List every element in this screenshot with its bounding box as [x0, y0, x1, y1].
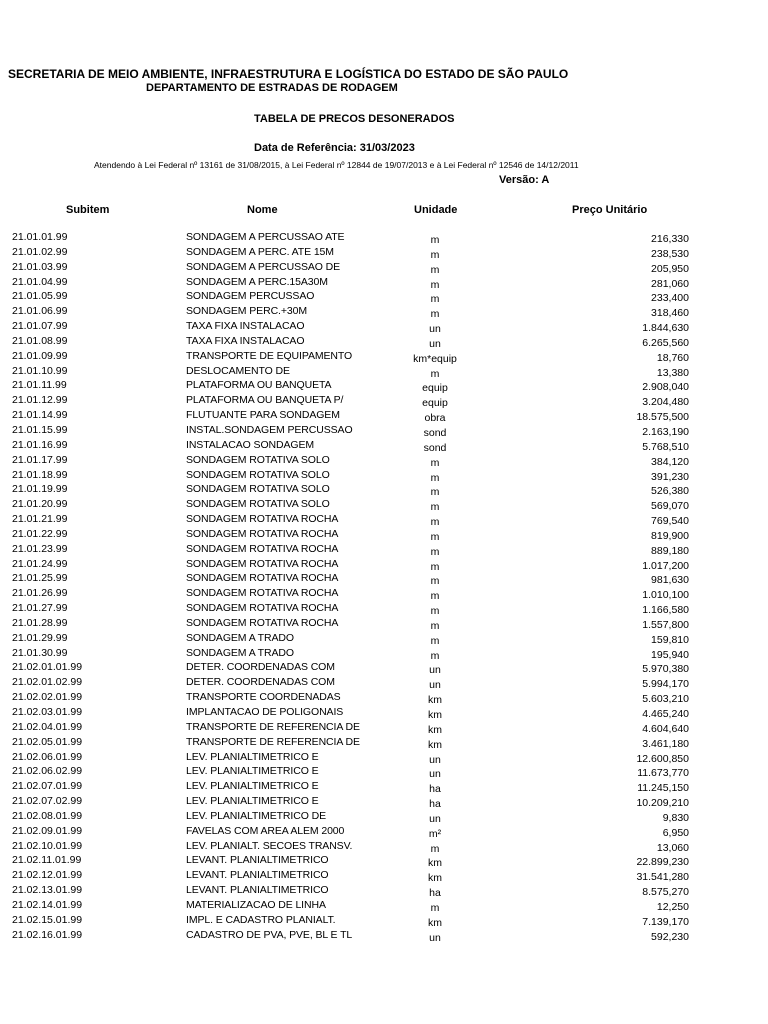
subitem-cell: 21.01.19.99	[12, 483, 68, 496]
nome-cell: TRANSPORTE DE EQUIPAMENTO	[186, 349, 353, 362]
unidade-cell: km	[428, 872, 442, 885]
subitem-cell: 21.01.12.99	[12, 394, 68, 407]
preco-cell: 233,400	[651, 292, 689, 305]
subitem-cell: 21.01.08.99	[12, 334, 68, 347]
table-row	[0, 631, 768, 646]
nome-cell: LEVANT. PLANIALTIMETRICO	[186, 884, 329, 897]
table-row	[0, 839, 768, 854]
table-row	[0, 304, 768, 319]
preco-cell: 384,120	[651, 455, 689, 468]
subitem-cell: 21.01.18.99	[12, 468, 68, 481]
subitem-cell: 21.01.20.99	[12, 498, 68, 511]
preco-cell: 5.970,380	[642, 663, 689, 676]
nome-cell: IMPLANTACAO DE POLIGONAIS	[186, 706, 344, 718]
unidade-cell: un	[429, 768, 441, 781]
unidade-cell: km	[428, 916, 442, 929]
nome-cell: TRANSPORTE COORDENADAS	[186, 691, 341, 704]
unidade-cell: m	[430, 263, 440, 276]
subitem-cell: 21.02.07.02.99	[12, 795, 83, 808]
subitem-cell: 21.01.16.99	[12, 438, 68, 451]
nome-cell: SONDAGEM A PERCUSSAO ATE	[186, 231, 345, 243]
nome-cell: SONDAGEM ROTATIVA SOLO	[186, 483, 330, 496]
table-row	[0, 913, 768, 928]
nome-cell: LEVANT. PLANIALTIMETRICO	[186, 869, 329, 882]
nome-cell: LEV. PLANIALTIMETRICO E	[186, 750, 319, 763]
nome-cell: LEV. PLANIALTIMETRICO E	[186, 780, 319, 793]
unidade-cell: km	[428, 694, 442, 707]
table-row	[0, 468, 768, 483]
table-row	[0, 883, 768, 898]
subitem-cell: 21.02.12.01.99	[12, 869, 83, 882]
table-row	[0, 646, 768, 661]
nome-cell: DESLOCAMENTO DE	[186, 364, 290, 377]
subitem-cell: 21.01.02.99	[12, 245, 68, 258]
table-row	[0, 764, 768, 779]
subitem-cell: 21.02.06.02.99	[12, 765, 83, 778]
nome-cell: TAXA FIXA INSTALACAO	[186, 334, 305, 347]
unidade-cell: ha	[429, 887, 441, 900]
unidade-cell: m	[430, 605, 440, 618]
preco-cell: 22.899,230	[636, 856, 689, 869]
organization-title: SECRETARIA DE MEIO AMBIENTE, INFRAESTRUTURA E LOGÍSTICA DO ESTADO DE SÃO PAULO	[8, 67, 569, 81]
subitem-cell: 21.02.14.01.99	[12, 898, 83, 911]
table-title: TABELA DE PRECOS DESONERADOS	[254, 113, 455, 125]
table-row	[0, 245, 768, 260]
nome-cell: INSTALACAO SONDAGEM	[186, 438, 315, 451]
table-row	[0, 720, 768, 735]
nome-cell: FAVELAS COM AREA ALEM 2000	[186, 824, 345, 837]
unidade-cell: km	[428, 857, 442, 870]
subitem-cell: 21.01.04.99	[12, 275, 68, 288]
nome-cell: SONDAGEM ROTATIVA ROCHA	[186, 616, 339, 629]
table-row	[0, 319, 768, 334]
preco-cell: 2.908,040	[642, 381, 689, 394]
nome-cell: PLATAFORMA OU BANQUETA	[186, 379, 332, 392]
preco-cell: 1.017,200	[642, 559, 689, 572]
subitem-cell: 21.02.07.01.99	[12, 780, 83, 793]
unidade-cell: m	[430, 619, 440, 632]
preco-cell: 216,330	[651, 233, 689, 245]
subitem-cell: 21.01.23.99	[12, 542, 68, 555]
nome-cell: SONDAGEM A PERC. ATE 15M	[186, 245, 334, 258]
table-row	[0, 527, 768, 542]
table-row	[0, 586, 768, 601]
table-row	[0, 616, 768, 631]
unidade-cell: km	[428, 723, 442, 736]
subitem-cell: 21.02.13.01.99	[12, 884, 83, 897]
subitem-cell: 21.01.22.99	[12, 527, 68, 540]
nome-cell: TAXA FIXA INSTALACAO	[186, 320, 305, 333]
table-row	[0, 735, 768, 750]
column-header-nome: Nome	[247, 204, 278, 216]
preco-cell: 238,530	[651, 247, 689, 260]
subitem-cell: 21.02.05.01.99	[12, 735, 83, 748]
nome-cell: SONDAGEM PERC.+30M	[186, 305, 308, 318]
subitem-cell: 21.01.28.99	[12, 616, 68, 629]
preco-cell: 13,380	[656, 366, 689, 379]
subitem-cell: 21.02.15.01.99	[12, 913, 83, 926]
unidade-cell: m	[430, 293, 440, 306]
table-row	[0, 660, 768, 675]
unidade-cell: m	[430, 234, 440, 246]
preco-cell: 205,950	[651, 262, 689, 275]
table-row	[0, 705, 768, 720]
preco-cell: 13,060	[656, 841, 689, 854]
preco-cell: 159,810	[651, 633, 689, 646]
version-label: Versão: A	[499, 174, 550, 186]
unidade-cell: m	[430, 634, 440, 647]
table-row	[0, 928, 768, 943]
nome-cell: MATERIALIZACAO DE LINHA	[186, 898, 326, 911]
nome-cell: SONDAGEM ROTATIVA ROCHA	[186, 602, 339, 615]
nome-cell: PLATAFORMA OU BANQUETA P/	[186, 394, 344, 407]
preco-cell: 1.557,800	[642, 618, 689, 631]
table-row	[0, 453, 768, 468]
table-row	[0, 289, 768, 304]
preco-cell: 11.245,150	[637, 782, 689, 795]
table-row	[0, 542, 768, 557]
table-row	[0, 750, 768, 765]
table-row	[0, 393, 768, 408]
nome-cell: SONDAGEM ROTATIVA ROCHA	[186, 527, 339, 540]
subitem-cell: 21.01.09.99	[12, 349, 68, 362]
nome-cell: INSTAL.SONDAGEM PERCUSSAO	[186, 423, 353, 436]
table-row	[0, 868, 768, 883]
preco-cell: 18,760	[656, 351, 689, 364]
unidade-cell: m	[430, 486, 440, 499]
nome-cell: SONDAGEM A PERCUSSAO DE	[186, 260, 341, 273]
nome-cell: SONDAGEM ROTATIVA ROCHA	[186, 557, 339, 570]
subitem-cell: 21.01.05.99	[12, 290, 68, 303]
table-row	[0, 482, 768, 497]
subitem-cell: 21.02.08.01.99	[12, 809, 83, 822]
unidade-cell: m	[430, 471, 440, 484]
unidade-cell: un	[429, 337, 441, 350]
nome-cell: DETER. COORDENADAS COM	[186, 661, 335, 674]
law-note: Atendendo à Lei Federal nº 13161 de 31/08/2015, à Lei Federal nº 12844 de 19/07/2013 e à Lei Federal nº 12546 de 14/12/2011	[94, 160, 579, 170]
department-title: DEPARTAMENTO DE ESTRADAS DE RODAGEM	[146, 82, 398, 94]
table-row	[0, 275, 768, 290]
nome-cell: SONDAGEM A TRADO	[186, 646, 294, 659]
unidade-cell: ha	[429, 783, 441, 796]
unidade-cell: km*equip	[413, 352, 457, 365]
preco-cell: 12,250	[656, 900, 689, 913]
table-row	[0, 675, 768, 690]
table-row	[0, 364, 768, 379]
nome-cell: CADASTRO DE PVA, PVE, BL E TL	[186, 928, 353, 941]
table-row	[0, 571, 768, 586]
preco-cell: 195,940	[651, 648, 689, 661]
nome-cell: LEV. PLANIALTIMETRICO E	[186, 795, 319, 808]
preco-cell: 2.163,190	[642, 425, 689, 438]
subitem-cell: 21.02.04.01.99	[12, 720, 83, 733]
preco-cell: 7.139,170	[642, 915, 689, 928]
subitem-cell: 21.01.26.99	[12, 587, 68, 600]
subitem-cell: 21.01.30.99	[12, 646, 68, 659]
preco-cell: 11.673,770	[637, 767, 689, 780]
nome-cell: SONDAGEM ROTATIVA SOLO	[186, 453, 330, 466]
preco-cell: 6,950	[662, 826, 689, 839]
subitem-cell: 21.01.11.99	[12, 379, 67, 392]
nome-cell: SONDAGEM ROTATIVA ROCHA	[186, 587, 339, 600]
subitem-cell: 21.01.06.99	[12, 305, 68, 318]
subitem-cell: 21.02.03.01.99	[12, 706, 83, 718]
preco-cell: 31.541,280	[636, 871, 689, 884]
subitem-cell: 21.01.29.99	[12, 631, 68, 644]
unidade-cell: m	[430, 367, 440, 380]
nome-cell: IMPL. E CADASTRO PLANIALT.	[186, 913, 336, 926]
nome-cell: SONDAGEM ROTATIVA ROCHA	[186, 513, 339, 526]
preco-cell: 318,460	[651, 307, 689, 320]
table-row	[0, 601, 768, 616]
table-row	[0, 378, 768, 393]
preco-cell: 769,540	[651, 515, 689, 528]
unidade-cell: m	[430, 590, 440, 603]
nome-cell: SONDAGEM ROTATIVA SOLO	[186, 468, 330, 481]
subitem-cell: 21.01.03.99	[12, 260, 68, 273]
subitem-cell: 21.02.06.01.99	[12, 750, 83, 763]
unidade-cell: m	[430, 842, 440, 855]
nome-cell: TRANSPORTE DE REFERENCIA DE	[186, 735, 360, 748]
preco-cell: 281,060	[651, 277, 689, 290]
table-row	[0, 794, 768, 809]
preco-cell: 4.465,240	[642, 708, 689, 720]
preco-cell: 3.204,480	[642, 396, 689, 409]
table-row	[0, 898, 768, 913]
subitem-cell: 21.02.01.01.99	[12, 661, 83, 674]
table-row	[0, 438, 768, 453]
unidade-cell: un	[429, 931, 441, 944]
preco-cell: 10.209,210	[636, 797, 689, 810]
preco-cell: 5.603,210	[642, 693, 689, 706]
subitem-cell: 21.01.07.99	[12, 320, 68, 333]
subitem-cell: 21.02.09.01.99	[12, 824, 83, 837]
preco-cell: 819,900	[651, 529, 689, 542]
subitem-cell: 21.01.27.99	[12, 602, 68, 615]
nome-cell: LEV. PLANIALTIMETRICO E	[186, 765, 319, 778]
nome-cell: DETER. COORDENADAS COM	[186, 676, 335, 689]
table-row	[0, 230, 768, 245]
unidade-cell: obra	[424, 412, 446, 425]
preco-cell: 3.461,180	[642, 737, 689, 750]
column-header-preco: Preço Unitário	[572, 204, 648, 216]
subitem-cell: 21.01.15.99	[12, 423, 68, 436]
nome-cell: SONDAGEM A PERC.15A30M	[186, 275, 328, 288]
preco-cell: 592,230	[651, 930, 689, 943]
preco-cell: 569,070	[651, 500, 689, 513]
subitem-cell: 21.02.11.01.99	[12, 854, 82, 867]
preco-cell: 12.600,850	[636, 752, 689, 765]
table-row	[0, 423, 768, 438]
unidade-cell: km	[428, 738, 442, 751]
unidade-cell: un	[429, 679, 441, 692]
table-row	[0, 779, 768, 794]
table-row	[0, 809, 768, 824]
nome-cell: SONDAGEM ROTATIVA SOLO	[186, 498, 330, 511]
unidade-cell: m	[430, 530, 440, 543]
nome-cell: TRANSPORTE DE REFERENCIA DE	[186, 720, 360, 733]
table-row	[0, 512, 768, 527]
preco-cell: 391,230	[651, 470, 689, 483]
unidade-cell: un	[429, 323, 441, 336]
unidade-cell: equip	[422, 382, 448, 395]
unidade-cell: m	[430, 901, 440, 914]
preco-cell: 889,180	[651, 544, 689, 557]
table-row	[0, 497, 768, 512]
column-header-unidade: Unidade	[414, 204, 458, 216]
unidade-cell: sond	[423, 441, 447, 454]
table-row	[0, 349, 768, 364]
preco-cell: 5.994,170	[642, 678, 689, 691]
subitem-cell: 21.02.01.02.99	[12, 676, 83, 689]
subitem-cell: 21.01.21.99	[12, 513, 68, 526]
unidade-cell: equip	[422, 397, 448, 410]
subitem-cell: 21.01.17.99	[12, 453, 68, 466]
reference-date: Data de Referência: 31/03/2023	[254, 142, 415, 154]
table-row	[0, 557, 768, 572]
table-row	[0, 260, 768, 275]
nome-cell: LEV. PLANIALT. SECOES TRANSV.	[186, 839, 353, 852]
preco-cell: 8.575,270	[642, 886, 689, 899]
unidade-cell: m	[430, 501, 440, 514]
preco-cell: 18.575,500	[636, 411, 689, 424]
preco-cell: 6.265,560	[642, 336, 689, 349]
unidade-cell: m	[430, 545, 440, 558]
unidade-cell: m	[430, 560, 440, 573]
preco-cell: 1.844,630	[642, 322, 689, 335]
table-row	[0, 690, 768, 705]
preco-cell: 981,630	[651, 574, 689, 587]
subitem-cell: 21.01.24.99	[12, 557, 68, 570]
column-header-subitem: Subitem	[66, 204, 110, 216]
subitem-cell: 21.02.02.01.99	[12, 691, 83, 704]
preco-cell: 4.604,640	[642, 722, 689, 735]
unidade-cell: un	[429, 664, 441, 677]
preco-cell: 1.010,100	[642, 589, 689, 602]
table-row	[0, 408, 768, 423]
price-table	[0, 230, 768, 943]
nome-cell: LEV. PLANIALTIMETRICO DE	[186, 809, 326, 822]
unidade-cell: m	[430, 649, 440, 662]
subitem-cell: 21.02.16.01.99	[12, 928, 83, 941]
unidade-cell: m	[430, 278, 440, 291]
unidade-cell: sond	[423, 426, 447, 439]
unidade-cell: km	[428, 709, 442, 721]
unidade-cell: un	[429, 812, 441, 825]
nome-cell: SONDAGEM ROTATIVA ROCHA	[186, 572, 339, 585]
preco-cell: 9,830	[662, 811, 689, 824]
subitem-cell: 21.01.10.99	[12, 364, 68, 377]
unidade-cell: m	[430, 248, 440, 261]
preco-cell: 1.166,580	[642, 604, 689, 617]
unidade-cell: m	[430, 516, 440, 529]
unidade-cell: un	[429, 753, 441, 766]
table-row	[0, 334, 768, 349]
unidade-cell: m²	[428, 827, 442, 840]
subitem-cell: 21.01.25.99	[12, 572, 68, 585]
unidade-cell: m	[430, 575, 440, 588]
unidade-cell: m	[430, 456, 440, 469]
nome-cell: SONDAGEM ROTATIVA ROCHA	[186, 542, 339, 555]
table-row	[0, 853, 768, 868]
unidade-cell: m	[430, 308, 440, 321]
preco-cell: 5.768,510	[642, 440, 689, 453]
nome-cell: SONDAGEM A TRADO	[186, 631, 294, 644]
unidade-cell: ha	[429, 798, 441, 811]
subitem-cell: 21.01.14.99	[12, 409, 68, 422]
nome-cell: LEVANT. PLANIALTIMETRICO	[186, 854, 329, 867]
subitem-cell: 21.01.01.99	[12, 231, 68, 243]
table-row	[0, 824, 768, 839]
nome-cell: SONDAGEM PERCUSSAO	[186, 290, 315, 303]
nome-cell: FLUTUANTE PARA SONDAGEM	[186, 409, 340, 422]
preco-cell: 526,380	[651, 485, 689, 498]
subitem-cell: 21.02.10.01.99	[12, 839, 83, 852]
